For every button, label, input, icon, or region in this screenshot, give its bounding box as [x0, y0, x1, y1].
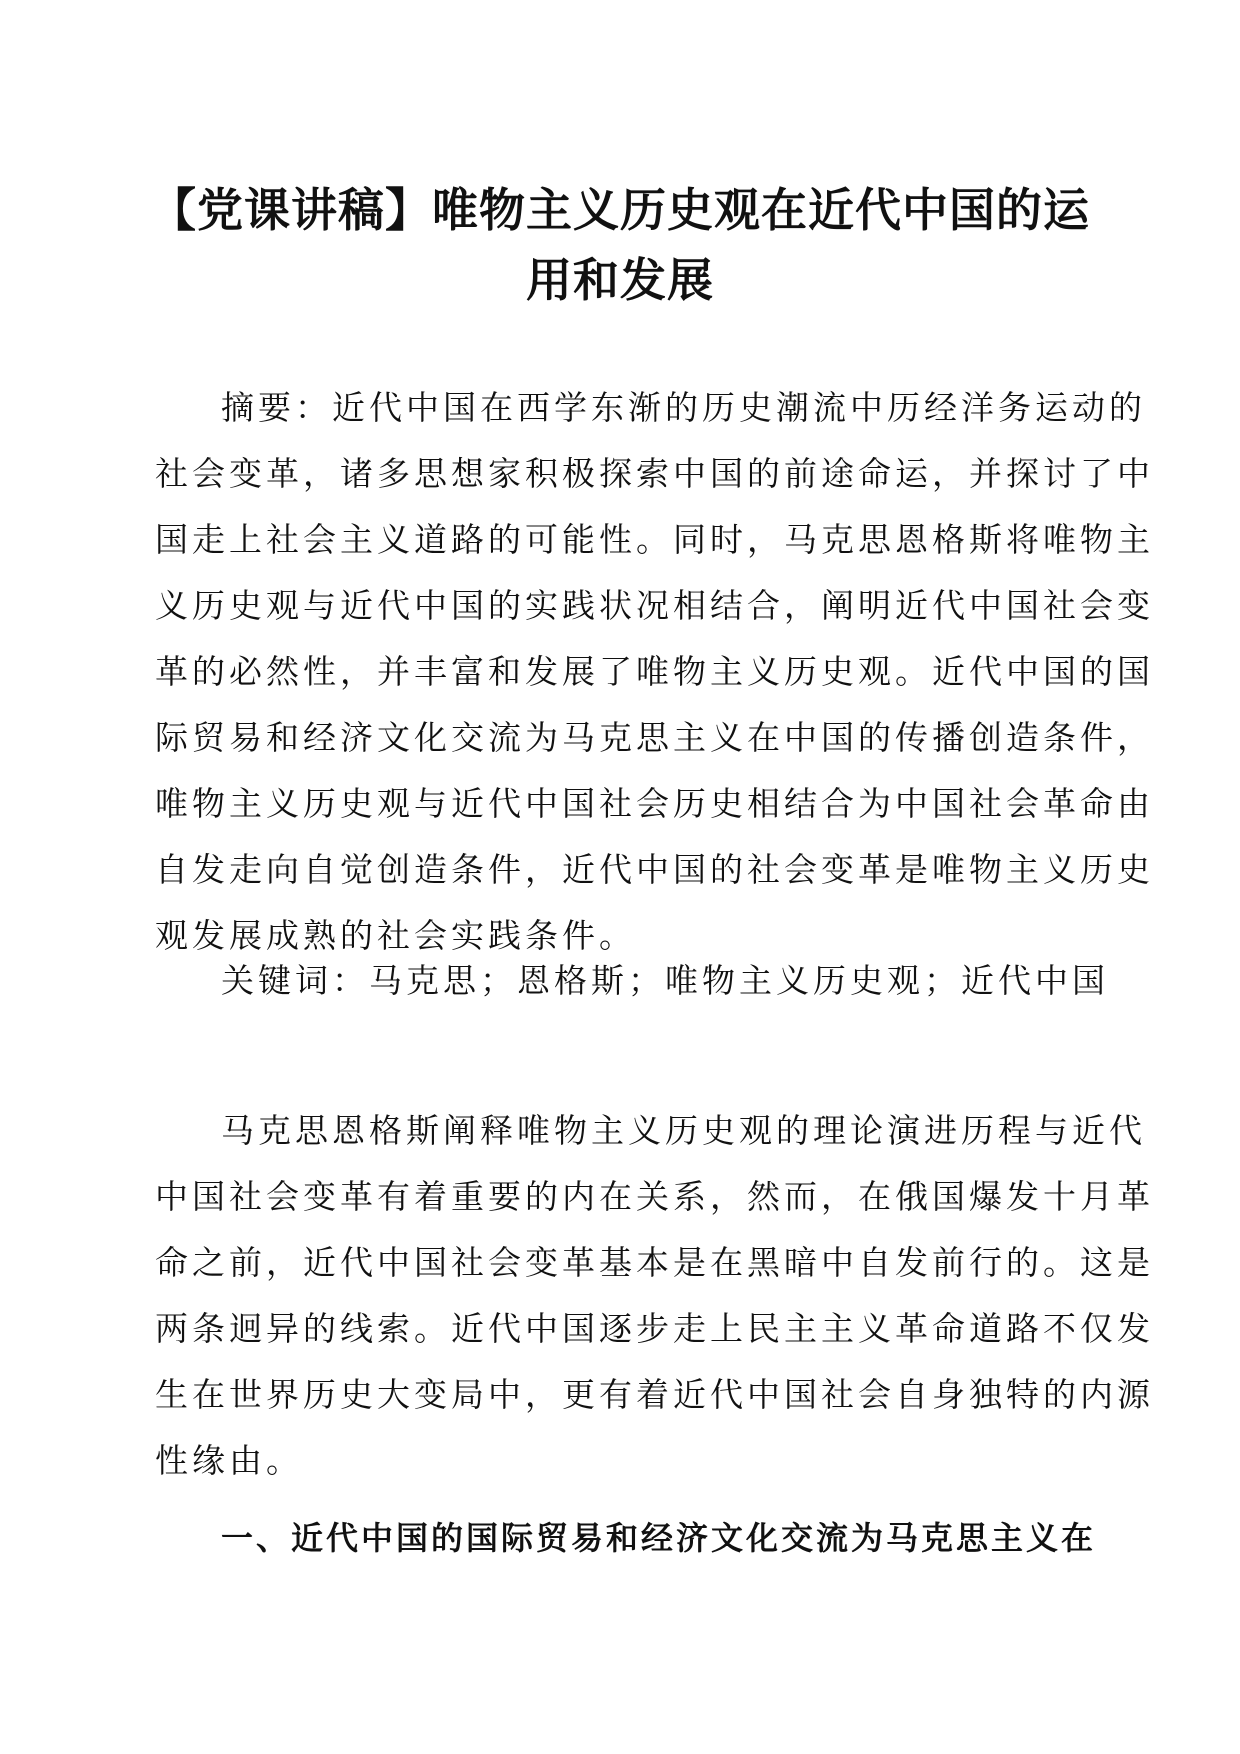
abstract-paragraph — [155, 375, 1154, 969]
intro-line: 两条迥异的线索。近代中国逐步走上民主主义革命道路不仅发 — [155, 1309, 1154, 1348]
intro-line: 性缘由。 — [155, 1441, 303, 1480]
intro-line: 命之前，近代中国社会变革基本是在黑暗中自发前行的。这是 — [155, 1243, 1154, 1282]
abstract-line: 国走上社会主义道路的可能性。同时，马克思恩格斯将唯物主 — [155, 520, 1154, 559]
title-line-1: 【党课讲稿】唯物主义历史观在近代中国的运 — [150, 183, 1090, 237]
section-heading: 一、近代中国的国际贸易和经济文化交流为马克思主义在 — [221, 1519, 1097, 1557]
abstract-line: 摘要：近代中国在西学东渐的历史潮流中历经洋务运动的 — [221, 388, 1146, 427]
abstract-line: 社会变革，诸多思想家积极探索中国的前途命运，并探讨了中 — [155, 454, 1154, 493]
document-title — [150, 175, 1090, 315]
abstract-line: 自发走向自觉创造条件，近代中国的社会变革是唯物主义历史 — [155, 850, 1154, 889]
intro-line: 马克思恩格斯阐释唯物主义历史观的理论演进历程与近代 — [221, 1111, 1146, 1150]
intro-line: 中国社会变革有着重要的内在关系，然而，在俄国爆发十月革 — [155, 1177, 1154, 1216]
title-line-2: 用和发展 — [526, 253, 714, 307]
keywords-line: 关键词：马克思；恩格斯；唯物主义历史观；近代中国 — [221, 961, 1109, 1000]
abstract-line: 唯物主义历史观与近代中国社会历史相结合为中国社会革命由 — [155, 784, 1154, 823]
intro-paragraph — [155, 1098, 1154, 1494]
abstract-line: 革的必然性，并丰富和发展了唯物主义历史观。近代中国的国 — [155, 652, 1154, 691]
abstract-line: 义历史观与近代中国的实践状况相结合，阐明近代中国社会变 — [155, 586, 1154, 625]
abstract-line: 际贸易和经济文化交流为马克思主义在中国的传播创造条件， — [155, 718, 1154, 757]
abstract-line: 观发展成熟的社会实践条件。 — [155, 916, 636, 955]
intro-line: 生在世界历史大变局中，更有着近代中国社会自身独特的内源 — [155, 1375, 1154, 1414]
